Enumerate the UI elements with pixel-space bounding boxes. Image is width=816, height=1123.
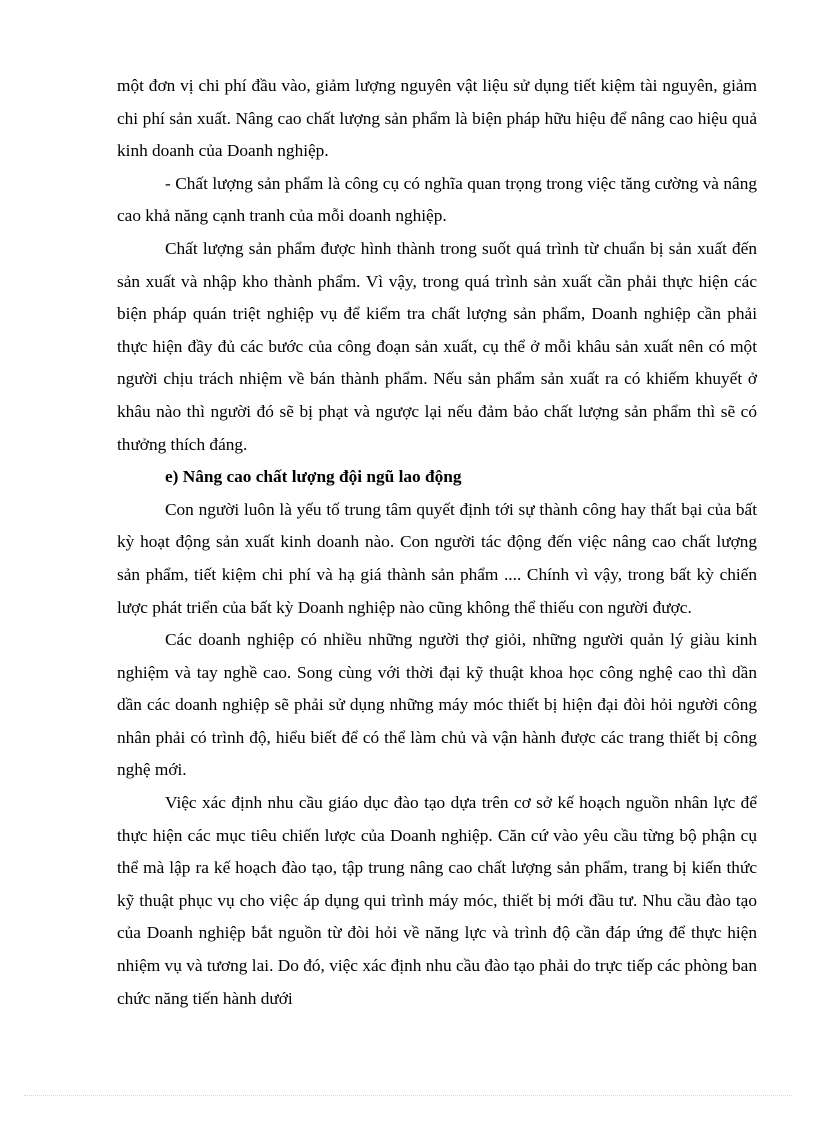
section-heading: e) Nâng cao chất lượng đội ngũ lao động xyxy=(165,467,462,487)
paragraph-training-needs: Việc xác định nhu cầu giáo dục đào tạo dựa trên cơ sở kế hoạch nguồn nhân lực để thực hiện các mục tiêu chiến lược của Doanh nghiệp. Căn cứ vào yêu cầu từng bộ phận cụ thể mà lập ra kế hoạch đào tạo, tập trung nâng cao chất lượng sản phẩm, trang bị kiến thức kỹ thuật phục vụ cho việc áp dụng qui trình máy móc, thiết bị mới đầu tư. Nhu cầu đào tạo của Doanh nghiệp bắt nguồn từ đòi hỏi về năng lực và trình độ cần đáp ứng để thực hiện nhiệm vụ và tương lai. Do đó, việc xác định nhu cầu đào tạo phải do trực tiếp các phòng ban chức năng tiến hành dưới xyxy=(117,793,757,1008)
paragraph-product-quality-tool: - Chất lượng sản phẩm là công cụ có nghĩa quan trọng trong việc tăng cường và nâng cao khả năng cạnh tranh của mỗi doanh nghiệp. xyxy=(117,173,757,226)
paragraph-continuation: một đơn vị chi phí đầu vào, giảm lượng nguyên vật liệu sử dụng tiết kiệm tài nguyên, giảm chi phí sản xuất. Nâng cao chất lượng sản phẩm là biện pháp hữu hiệu để nâng cao hiệu quả kinh doanh của Doanh nghiệp. xyxy=(117,76,757,161)
document-page xyxy=(117,70,757,1015)
paragraph-human-factor: Con người luôn là yếu tố trung tâm quyết định tới sự thành công hay thất bại của bất kỳ hoạt động sản xuất kinh doanh nào. Con người tác động đến việc nâng cao chất lượng sản phẩm, tiết kiệm chi phí và hạ giá thành sản phẩm .... Chính vì vậy, trong bất kỳ chiến lược phát triển của bất kỳ Doanh nghiệp nào cũng không thể thiếu con người được. xyxy=(117,499,757,617)
paragraph-skilled-workers: Các doanh nghiệp có nhiều những người thợ giỏi, những người quản lý giàu kinh nghiệm và tay nghề cao. Song cùng với thời đại kỹ thuật khoa học công nghệ cao thì dần dần các doanh nghiệp sẽ phải sử dụng những máy móc thiết bị hiện đại đòi hỏi người công nhân phải có trình độ, hiểu biết để có thể làm chủ và vận hành được các trang thiết bị công nghệ mới. xyxy=(117,630,757,780)
paragraph-quality-formation: Chất lượng sản phẩm được hình thành trong suốt quá trình từ chuẩn bị sản xuất đến sản xuất và nhập kho thành phẩm. Vì vậy, trong quá trình sản xuất cần phải thực hiện các biện pháp quán triệt nghiệp vụ để kiểm tra chất lượng sản phẩm, Doanh nghiệp cần phải thực hiện đầy đủ các bước của công đoạn sản xuất, cụ thể ở mỗi khâu sản xuất nên có một người chịu trách nhiệm về bán thành phẩm. Nếu sản phẩm sản xuất ra có khiếm khuyết ở khâu nào thì người đó sẽ bị phạt và ngược lại nếu đảm bảo chất lượng sản phẩm thì sẽ có thưởng thích đáng. xyxy=(117,238,757,454)
footer-divider xyxy=(24,1095,792,1096)
